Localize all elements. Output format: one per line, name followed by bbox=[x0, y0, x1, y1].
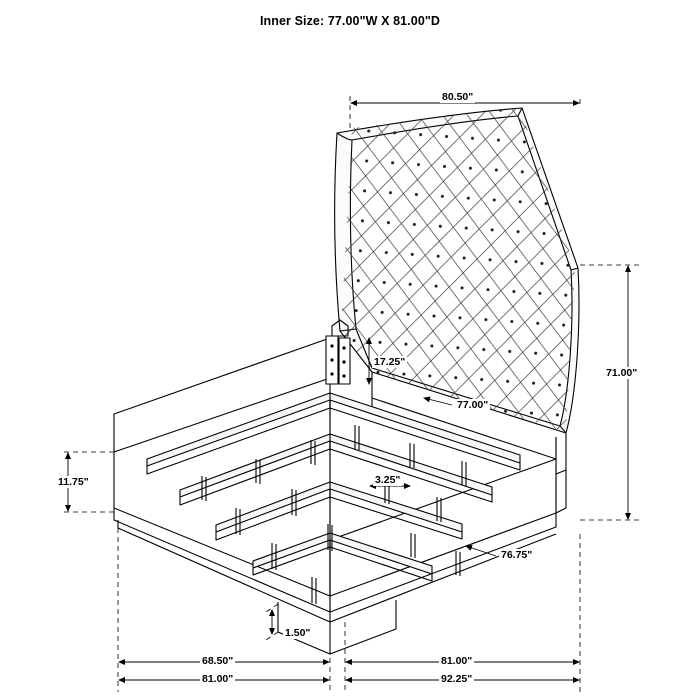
dimension-side-rail-height-detail: 17.25" bbox=[374, 356, 406, 368]
page-title: Inner Size: 77.00"W X 81.00"D bbox=[259, 14, 441, 28]
dimension-slat-width: 3.25" bbox=[375, 474, 401, 486]
dimension-inner-width: 77.00" bbox=[457, 399, 489, 411]
dimension-inner-depth-slats: 76.75" bbox=[501, 549, 533, 561]
dimension-overall-height: 71.00" bbox=[606, 367, 638, 379]
dimension-footboard-depth: 68.50" bbox=[202, 655, 234, 667]
dimension-foot-rail-height: 1.50" bbox=[285, 627, 311, 639]
dimension-rail-clearance-height: 11.75" bbox=[58, 476, 89, 488]
dimension-overall-depth: 81.00" bbox=[202, 673, 234, 685]
bed-outline bbox=[114, 100, 590, 654]
dimension-headboard-top-width: 80.50" bbox=[442, 91, 474, 103]
dimension-overall-width: 92.25" bbox=[441, 673, 473, 685]
dimension-side-width: 81.00" bbox=[441, 655, 473, 667]
